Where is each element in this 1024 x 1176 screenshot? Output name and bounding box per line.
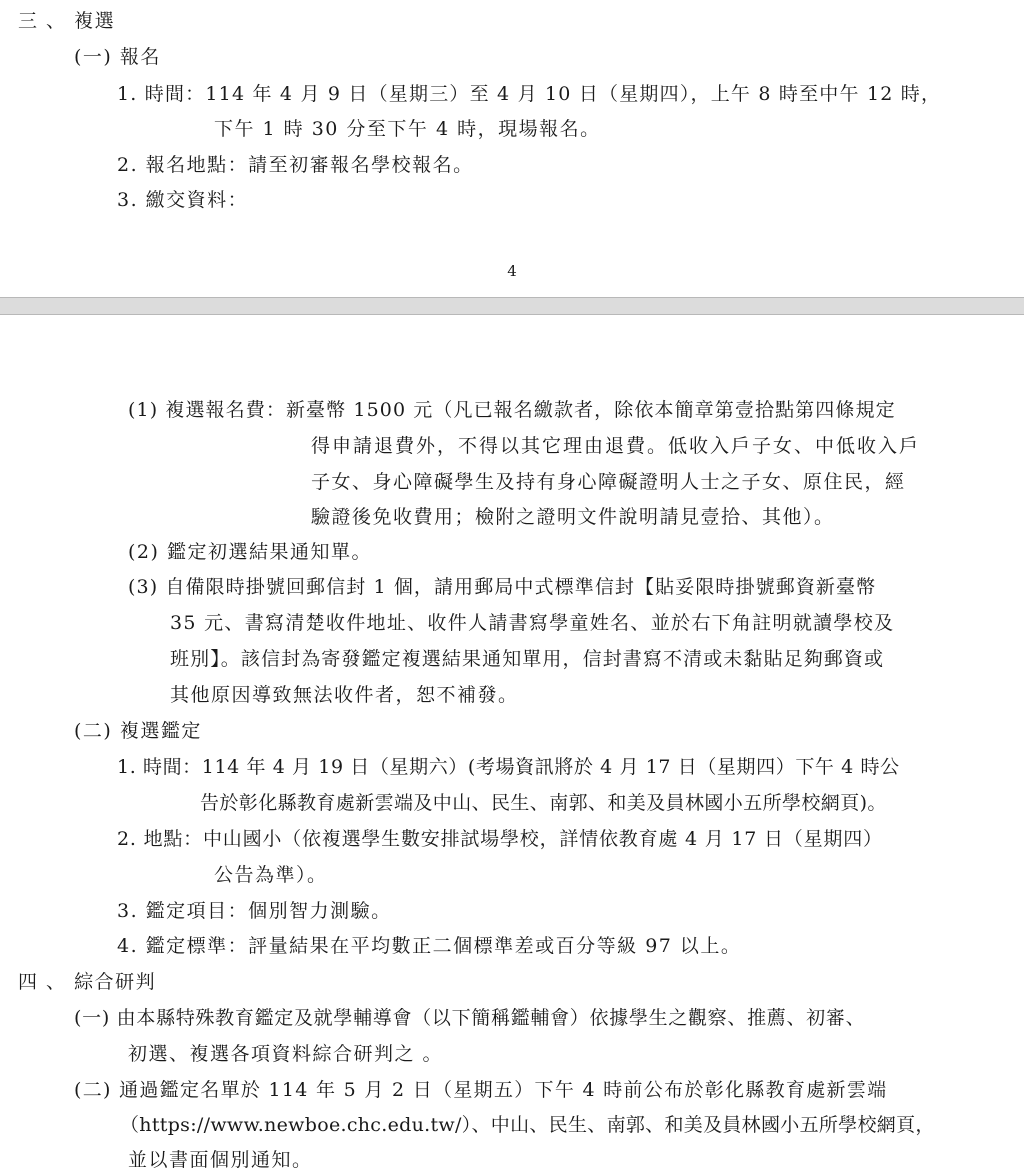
page-number: 4 — [507, 262, 517, 280]
assess-time-line2: 告於彰化縣教育處新雲端及中山、民生、南郭、和美及員林國小五所學校網頁)。 — [200, 792, 887, 814]
review-para2-line1: (二) 通過鑑定名單於 114 年 5 月 2 日（星期五）下午 4 時前公布於彰化縣教育處新雲端 — [74, 1079, 888, 1101]
fee-item-line3: 子女、身心障礙學生及持有身心障礙證明人士之子女、原住民，經 — [311, 471, 906, 493]
fee-item-line1: (1) 複選報名費：新臺幣 1500 元（凡已報名繳款者，除依本簡章第壹拾點第四條規定 — [128, 399, 896, 421]
assess-location-line2: 公告為準）。 — [214, 864, 328, 886]
page-break — [0, 297, 1024, 315]
review-para2-line2: （https://www.newboe.chc.edu.tw/）、中山、民生、南郭、和美及員林國小五所學校網頁， — [120, 1114, 935, 1136]
review-para2-line3: 並以書面個別通知。 — [128, 1149, 313, 1171]
envelope-item-line1: (3) 自備限時掛號回郵信封 1 個，請用郵局中式標準信封【貼妥限時掛號郵資新臺幣 — [128, 576, 877, 598]
reg-documents: 3. 繳交資料： — [117, 189, 249, 211]
review-para1-line2: 初選、複選各項資料綜合研判之 。 — [128, 1043, 444, 1065]
reg-time-line1: 1. 時間：114 年 4 月 9 日（星期三）至 4 月 10 日（星期四），上午 8 時至中午 12 時， — [117, 83, 942, 105]
notice-item: (2) 鑑定初選結果通知單。 — [128, 541, 372, 563]
subsection-assessment: (二) 複選鑑定 — [74, 720, 202, 742]
envelope-item-line4: 其他原因導致無法收件者，恕不補發。 — [170, 684, 519, 706]
fee-item-line4: 驗證後免收費用；檢附之證明文件說明請見壹拾、其他）。 — [311, 506, 835, 528]
envelope-item-line3: 班別】。該信封為寄發鑑定複選結果通知單用，信封書寫不清或未黏貼足夠郵資或 — [170, 648, 885, 670]
section4-heading: 四 、 綜合研判 — [18, 971, 157, 993]
reg-time-line2: 下午 1 時 30 分至下午 4 時，現場報名。 — [214, 118, 601, 140]
subsection-registration: (一) 報名 — [74, 46, 161, 68]
assess-item: 3. 鑑定項目：個別智力測驗。 — [117, 900, 392, 922]
reg-place: 2. 報名地點：請至初審報名學校報名。 — [117, 154, 474, 176]
envelope-item-line2: 35 元、書寫清楚收件地址、收件人請書寫學童姓名、並於右下角註明就讀學校及 — [170, 612, 895, 634]
assess-location-line1: 2. 地點：中山國小（依複選學生數安排試場學校，詳情依教育處 4 月 17 日（星期四） — [117, 828, 883, 850]
section3-heading: 三 、 複選 — [18, 10, 116, 32]
review-para1-line1: (一) 由本縣特殊教育鑑定及就學輔導會（以下簡稱鑑輔會）依據學生之觀察、推薦、初審、 — [74, 1007, 866, 1029]
assess-time-line1: 1. 時間：114 年 4 月 19 日（星期六）(考場資訊將於 4 月 17 日（星期四）下午 4 時公 — [117, 756, 900, 778]
assess-standard: 4. 鑑定標準：評量結果在平均數正二個標準差或百分等級 97 以上。 — [117, 935, 742, 957]
fee-item-line2: 得申請退費外，不得以其它理由退費。低收入戶子女、中低收入戶 — [311, 435, 921, 457]
